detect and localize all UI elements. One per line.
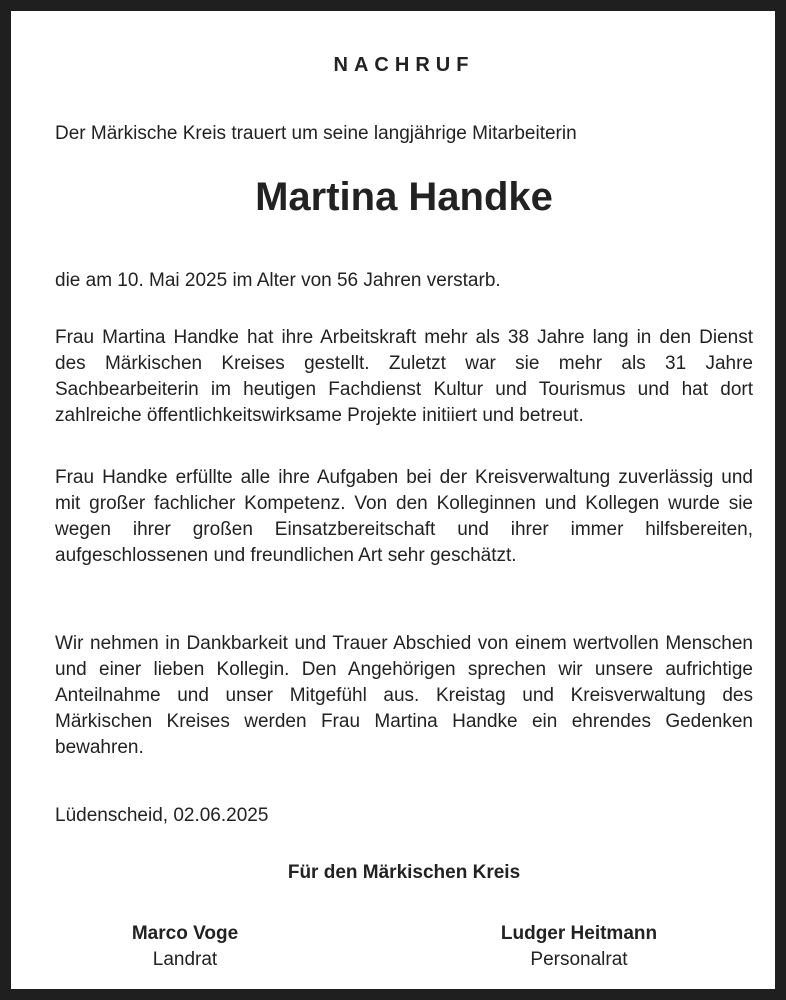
paragraph-appreciation: Frau Handke erfüllte alle ihre Aufgaben bei der Kreisverwaltung zuverlässig und mit großer fachlicher Kompetenz. Von den Kolleginnen und Kollegen wurde sie wegen ihrer großen Einsatzbereitschaft und ihrer immer hilfsbereiten, aufgeschlossenen und freundlichen Art sehr geschätzt.	[55, 467, 753, 566]
signatory-role: Personalrat	[530, 949, 628, 970]
signatory-right	[449, 921, 709, 973]
paragraph-farewell: Wir nehmen in Dankbarkeit und Trauer Abschied von einem wertvollen Menschen und einer lieben Kollegin. Den Angehörigen sprechen wir unsere aufrichtige Anteilnahme und unser Mitgefühl aus. Kreistag und Kreisverwaltung des Märkischen Kreises werden Frau Martina Handke ein ehrendes Gedenken bewahren.	[55, 633, 753, 758]
place-date: Lüdenscheid, 02.06.2025	[55, 805, 269, 826]
intro-line: Der Märkische Kreis trauert um seine langjährige Mitarbeiterin	[55, 123, 577, 144]
notice-title: NACHRUF	[333, 54, 475, 76]
death-line: die am 10. Mai 2025 im Alter von 56 Jahren verstarb.	[55, 270, 501, 291]
signatory-role: Landrat	[152, 949, 218, 970]
paragraph-career: Frau Martina Handke hat ihre Arbeitskraft mehr als 38 Jahre lang in den Dienst des Märkischen Kreises gestellt. Zuletzt war sie mehr als 31 Jahre Sachbearbeiterin im heutigen Fachdienst Kultur und Tourismus und hat dort zahlreiche öffentlichkeitswirksame Projekte initiiert und betreut.	[55, 327, 753, 426]
signatory-name: Ludger Heitmann	[500, 923, 658, 944]
signatory-name: Marco Voge	[131, 923, 239, 944]
deceased-name: Martina Handke	[255, 175, 553, 219]
on-behalf-line: Für den Märkischen Kreis	[287, 862, 521, 883]
signatory-left	[55, 921, 315, 973]
